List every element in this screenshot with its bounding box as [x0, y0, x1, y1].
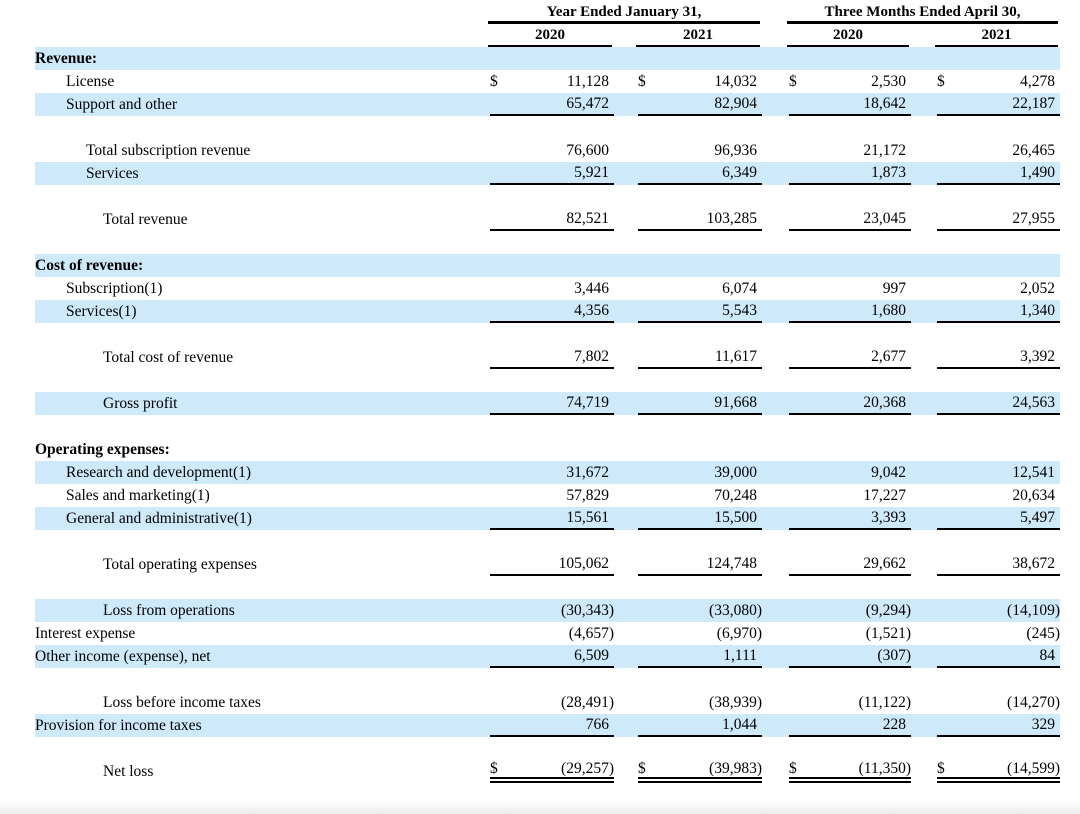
- dollar-sign: $: [789, 72, 797, 90]
- value-text: 1,111: [723, 646, 757, 664]
- value-cell: [638, 622, 762, 645]
- value-cell: [490, 714, 614, 737]
- value-text: 5,543: [722, 301, 757, 319]
- value-cell: [638, 599, 762, 622]
- value-cell: [937, 47, 1060, 70]
- value-text: 17,227: [863, 486, 906, 504]
- value-cell: [789, 760, 911, 783]
- value-text: 31,672: [566, 463, 609, 481]
- year-column-header: 2021: [935, 26, 1058, 47]
- value-cell: [789, 346, 911, 369]
- value-text: 38,672: [1012, 554, 1055, 572]
- value-text: 23,045: [863, 209, 906, 227]
- value-cell: [789, 553, 911, 576]
- value-cell: [937, 622, 1060, 645]
- value-text: (29,257): [561, 759, 614, 777]
- value-text: (39,983): [709, 759, 762, 777]
- table-body: [35, 47, 1060, 783]
- row-label: General and administrative(1): [66, 509, 252, 527]
- income-statement-table: [35, 4, 1060, 783]
- spacer-row: [35, 668, 1060, 691]
- value-cell: [638, 645, 762, 668]
- value-cell: [937, 691, 1060, 714]
- value-text: 11,128: [566, 72, 609, 90]
- year-column-header: 2021: [636, 26, 760, 47]
- value-text: 9,042: [871, 463, 906, 481]
- spacer-row: [35, 116, 1060, 139]
- value-text: 27,955: [1012, 209, 1055, 227]
- value-text: 6,349: [722, 163, 757, 181]
- value-cell: [490, 300, 614, 323]
- row-label: Total subscription revenue: [86, 141, 251, 159]
- value-cell: [490, 760, 614, 783]
- value-text: 57,829: [566, 486, 609, 504]
- value-text: 84: [1039, 646, 1055, 664]
- value-cell: [789, 70, 911, 93]
- value-text: 70,248: [714, 486, 757, 504]
- row-label: Gross profit: [103, 394, 178, 412]
- value-cell: [937, 553, 1060, 576]
- table-row: [35, 622, 1060, 645]
- value-cell: [638, 277, 762, 300]
- spacer-row: [35, 737, 1060, 760]
- value-cell: [638, 691, 762, 714]
- value-cell: [937, 93, 1060, 116]
- value-text: 2,052: [1020, 279, 1055, 297]
- table-row: [35, 300, 1060, 323]
- value-cell: [638, 208, 762, 231]
- row-label: Total revenue: [103, 210, 188, 228]
- value-cell: [789, 93, 911, 116]
- value-text: 3,446: [574, 279, 609, 297]
- value-cell: [937, 461, 1060, 484]
- value-cell: [638, 162, 762, 185]
- value-cell: [789, 645, 911, 668]
- value-cell: [789, 277, 911, 300]
- value-text: 65,472: [566, 94, 609, 112]
- table-row: [35, 162, 1060, 185]
- value-text: 12,541: [1012, 463, 1055, 481]
- value-text: 228: [882, 715, 906, 733]
- value-cell: [789, 208, 911, 231]
- value-cell: [937, 139, 1060, 162]
- value-cell: [490, 139, 614, 162]
- value-text: 1,340: [1020, 301, 1055, 319]
- value-cell: [638, 484, 762, 507]
- value-cell: [937, 438, 1060, 461]
- value-cell: [937, 484, 1060, 507]
- value-cell: [638, 438, 762, 461]
- value-text: 2,677: [871, 347, 906, 365]
- table-row: [35, 47, 1060, 70]
- row-label: Research and development(1): [66, 463, 252, 481]
- table-row: [35, 599, 1060, 622]
- value-cell: [937, 162, 1060, 185]
- value-text: 5,921: [574, 163, 609, 181]
- spacer-row: [35, 369, 1060, 392]
- row-label: Loss before income taxes: [103, 693, 261, 711]
- row-label: Cost of revenue:: [35, 256, 144, 274]
- value-text: 18,642: [863, 94, 906, 112]
- value-text: (245): [1026, 624, 1060, 642]
- row-label: Other income (expense), net: [35, 647, 211, 665]
- value-text: 124,748: [706, 554, 757, 572]
- year-column-header: 2020: [488, 26, 612, 47]
- value-text: (4,657): [568, 624, 614, 642]
- value-text: 3,392: [1020, 347, 1055, 365]
- value-text: 21,172: [863, 141, 906, 159]
- value-cell: [638, 760, 762, 783]
- value-text: 74,719: [566, 393, 609, 411]
- value-cell: [490, 70, 614, 93]
- table-row: [35, 507, 1060, 530]
- value-text: 91,668: [714, 393, 757, 411]
- dollar-sign: $: [638, 759, 646, 777]
- value-text: (11,122): [858, 693, 911, 711]
- value-cell: [490, 346, 614, 369]
- value-text: 3,393: [871, 508, 906, 526]
- table-row: [35, 93, 1060, 116]
- value-cell: [937, 70, 1060, 93]
- value-text: (6,970): [716, 624, 762, 642]
- row-label: Support and other: [66, 95, 178, 113]
- table-row: [35, 760, 1060, 783]
- value-text: 96,936: [714, 141, 757, 159]
- spacer-row: [35, 415, 1060, 438]
- value-cell: [490, 93, 614, 116]
- dollar-sign: $: [937, 759, 945, 777]
- row-label: Operating expenses:: [35, 440, 170, 458]
- value-text: 82,904: [714, 94, 757, 112]
- value-cell: [937, 208, 1060, 231]
- value-text: 22,187: [1012, 94, 1055, 112]
- value-cell: [937, 760, 1060, 783]
- value-text: 24,563: [1012, 393, 1055, 411]
- value-cell: [789, 507, 911, 530]
- value-cell: [638, 553, 762, 576]
- value-cell: [490, 392, 614, 415]
- period-group-three-months: Three Months Ended April 30,: [787, 4, 1058, 24]
- value-cell: [638, 93, 762, 116]
- value-text: (14,109): [1007, 601, 1060, 619]
- row-label: Revenue:: [35, 49, 97, 67]
- value-text: 82,521: [566, 209, 609, 227]
- value-text: 39,000: [714, 463, 757, 481]
- value-cell: [789, 254, 911, 277]
- dollar-sign: $: [490, 72, 498, 90]
- value-cell: [937, 507, 1060, 530]
- value-text: 1,873: [871, 163, 906, 181]
- value-cell: [638, 139, 762, 162]
- value-text: (9,294): [865, 601, 911, 619]
- table-row: [35, 208, 1060, 231]
- value-text: 329: [1031, 715, 1055, 733]
- value-cell: [490, 507, 614, 530]
- value-cell: [789, 484, 911, 507]
- value-cell: [789, 139, 911, 162]
- table-row: [35, 70, 1060, 93]
- value-text: (307): [877, 646, 911, 664]
- value-text: 15,500: [714, 508, 757, 526]
- spacer-row: [35, 323, 1060, 346]
- value-text: 6,509: [574, 646, 609, 664]
- value-text: 1,044: [722, 715, 757, 733]
- table-row: [35, 645, 1060, 668]
- value-cell: [937, 599, 1060, 622]
- value-text: 20,634: [1012, 486, 1055, 504]
- table-row: [35, 714, 1060, 737]
- value-cell: [789, 162, 911, 185]
- value-cell: [490, 691, 614, 714]
- value-text: 997: [882, 279, 906, 297]
- table-row: [35, 254, 1060, 277]
- value-text: (1,521): [865, 624, 911, 642]
- value-cell: [490, 645, 614, 668]
- value-cell: [490, 254, 614, 277]
- row-label: Net loss: [103, 762, 154, 780]
- value-text: 29,662: [863, 554, 906, 572]
- value-cell: [638, 346, 762, 369]
- value-cell: [638, 300, 762, 323]
- value-cell: [638, 392, 762, 415]
- table-row: [35, 438, 1060, 461]
- value-cell: [789, 300, 911, 323]
- value-cell: [490, 553, 614, 576]
- value-text: 105,062: [558, 554, 609, 572]
- value-cell: [789, 438, 911, 461]
- spacer-row: [35, 231, 1060, 254]
- spacer-row: [35, 576, 1060, 599]
- table-row: [35, 277, 1060, 300]
- row-label: Total cost of revenue: [103, 348, 234, 366]
- value-cell: [789, 714, 911, 737]
- value-cell: [789, 47, 911, 70]
- row-label: Total operating expenses: [103, 555, 257, 573]
- value-cell: [490, 162, 614, 185]
- value-cell: [789, 691, 911, 714]
- value-cell: [490, 622, 614, 645]
- value-text: (28,491): [561, 693, 614, 711]
- value-text: 15,561: [566, 508, 609, 526]
- dollar-sign: $: [937, 72, 945, 90]
- value-text: 103,285: [706, 209, 757, 227]
- value-cell: [789, 622, 911, 645]
- value-cell: [937, 346, 1060, 369]
- value-cell: [638, 461, 762, 484]
- value-cell: [490, 277, 614, 300]
- value-cell: [937, 254, 1060, 277]
- row-label: Interest expense: [35, 624, 136, 642]
- table-row: [35, 461, 1060, 484]
- dollar-sign: $: [638, 72, 646, 90]
- row-label: Services(1): [66, 302, 137, 320]
- value-cell: [490, 208, 614, 231]
- value-cell: [490, 47, 614, 70]
- value-cell: [490, 438, 614, 461]
- table-row: [35, 139, 1060, 162]
- row-label: Provision for income taxes: [35, 716, 202, 734]
- row-label: Loss from operations: [103, 601, 235, 619]
- value-cell: [937, 300, 1060, 323]
- page-bottom-edge: [0, 800, 1080, 814]
- value-cell: [937, 645, 1060, 668]
- value-text: 5,497: [1020, 508, 1055, 526]
- value-text: (33,080): [709, 601, 762, 619]
- value-cell: [789, 461, 911, 484]
- row-label: Services: [86, 164, 139, 182]
- value-cell: [789, 599, 911, 622]
- value-text: 766: [585, 715, 609, 733]
- value-text: 20,368: [863, 393, 906, 411]
- spacer-row: [35, 185, 1060, 208]
- value-text: (30,343): [561, 601, 614, 619]
- spacer-row: [35, 530, 1060, 553]
- period-group-year-ended: Year Ended January 31,: [488, 4, 760, 24]
- table-row: [35, 691, 1060, 714]
- table-row: [35, 392, 1060, 415]
- value-cell: [789, 392, 911, 415]
- dollar-sign: $: [490, 759, 498, 777]
- value-text: 4,356: [574, 301, 609, 319]
- row-label: Sales and marketing(1): [66, 486, 210, 504]
- value-text: 11,617: [714, 347, 757, 365]
- period-group-header-row: [35, 4, 1060, 24]
- row-label: Subscription(1): [66, 279, 163, 297]
- value-text: 1,680: [871, 301, 906, 319]
- table-row: [35, 484, 1060, 507]
- value-text: 26,465: [1012, 141, 1055, 159]
- year-header-row: [35, 26, 1060, 47]
- table-row: [35, 553, 1060, 576]
- value-cell: [937, 714, 1060, 737]
- value-text: (38,939): [709, 693, 762, 711]
- dollar-sign: $: [789, 759, 797, 777]
- value-text: 7,802: [574, 347, 609, 365]
- value-cell: [638, 254, 762, 277]
- value-cell: [937, 277, 1060, 300]
- table-row: [35, 346, 1060, 369]
- year-column-header: 2020: [787, 26, 909, 47]
- value-cell: [638, 47, 762, 70]
- row-label: License: [66, 72, 115, 90]
- value-cell: [490, 484, 614, 507]
- value-cell: [638, 70, 762, 93]
- value-text: 14,032: [714, 72, 757, 90]
- value-cell: [937, 392, 1060, 415]
- value-text: 4,278: [1020, 72, 1055, 90]
- value-text: 1,490: [1020, 163, 1055, 181]
- value-text: (14,270): [1007, 693, 1060, 711]
- value-text: (11,350): [858, 759, 911, 777]
- value-cell: [490, 599, 614, 622]
- value-text: 2,530: [871, 72, 906, 90]
- value-text: (14,599): [1007, 759, 1060, 777]
- value-cell: [638, 714, 762, 737]
- value-text: 6,074: [722, 279, 757, 297]
- value-cell: [638, 507, 762, 530]
- value-cell: [490, 461, 614, 484]
- value-text: 76,600: [566, 141, 609, 159]
